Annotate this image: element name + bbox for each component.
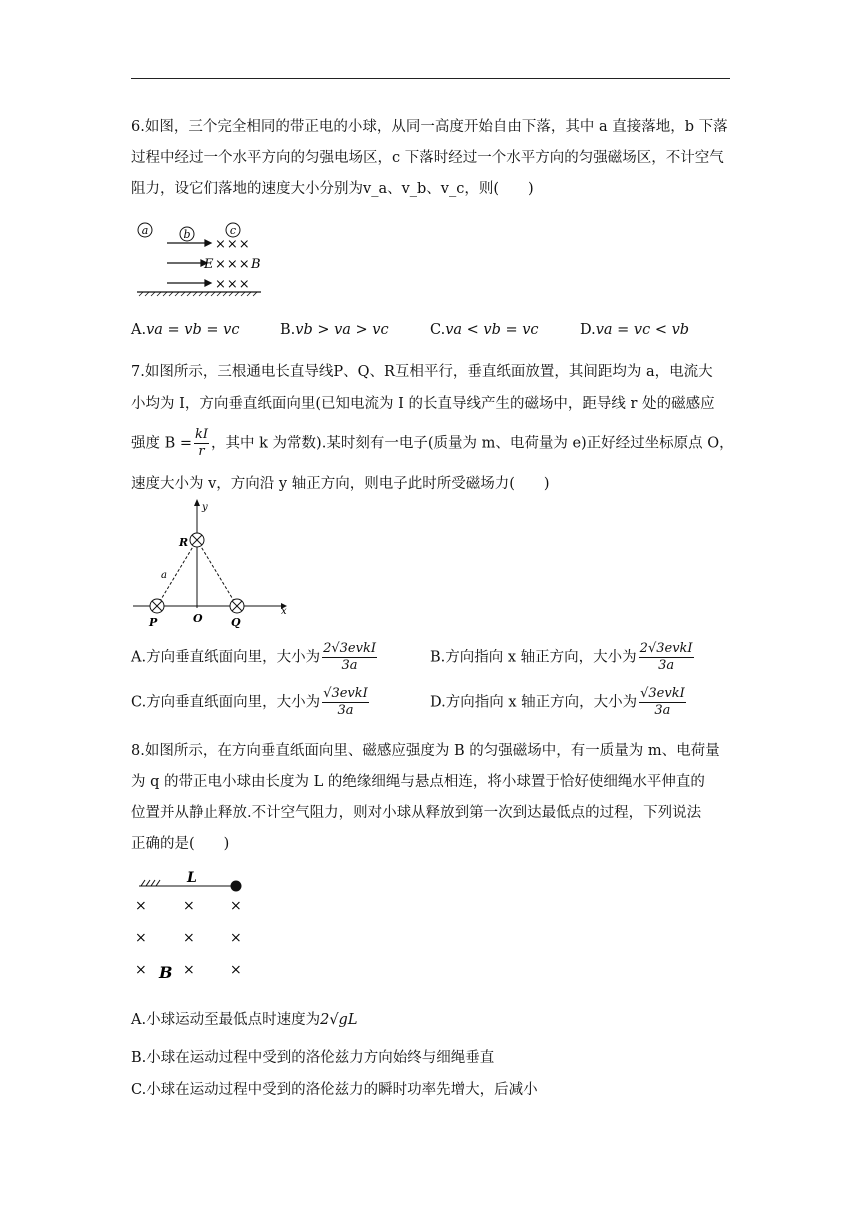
q8-option-b: B.小球在运动过程中受到的洛伦兹力方向始终与细绳垂直	[131, 1050, 495, 1066]
svg-text:×: ×	[135, 962, 147, 978]
q7-figure	[131, 496, 301, 628]
q6-option-c: C.va < vb = vc	[430, 322, 539, 338]
q7-option-b: B.方向指向 x 轴正方向，大小为 2√3evkI 3a	[430, 641, 693, 673]
q7-line1: 7.如图所示，三根通电长直导线P、Q、R互相平行，垂直纸面放置，其间距均为 a，电流大	[131, 364, 713, 380]
q7-line3: 强度 B = $\frac{kI}{r}$ ，其中 k 为常数).某时刻有一电子(质量为 m、电荷量为 e)正好经过坐标原点 O，	[131, 427, 734, 459]
ball-a-label: a	[141, 224, 149, 237]
q6-option-a: A.va = vb = vc	[131, 322, 240, 338]
field-b-label: B	[159, 963, 173, 982]
svg-text:×: ×	[183, 930, 195, 946]
svg-text:×: ×	[135, 930, 147, 946]
y-axis-label: y	[202, 502, 208, 513]
q8-option-c: C.小球在运动过程中受到的洛伦兹力的瞬时功率先增大，后减小	[131, 1082, 538, 1098]
q8-line2: 为 q 的带正电小球由长度为 L 的绝缘细绳与悬点相连，将小球置于恰好使细绳水平伸直的	[131, 774, 705, 790]
q8-line3: 位置并从静止释放.不计空气阻力，则对小球从释放到第一次到达最低点的过程，下列说法	[131, 805, 702, 821]
origin-label: O	[193, 612, 203, 625]
q8-figure	[131, 864, 261, 986]
q7-line2: 小均为 I，方向垂直纸面向里(已知电流为 I 的长直导线产生的磁场中，距导线 r 处的磁感应	[131, 396, 715, 412]
q8-line4: 正确的是( )	[131, 836, 230, 852]
q6-figure	[131, 218, 271, 300]
wire-q-label: Q	[231, 616, 241, 628]
field-b-label: B	[251, 257, 261, 272]
svg-text:×××: ×××	[215, 237, 251, 252]
svg-text:×: ×	[230, 930, 242, 946]
wire-r-label: R	[179, 536, 189, 549]
q6-option-b: B.vb > va > vc	[280, 322, 389, 338]
svg-text:×: ×	[230, 898, 242, 914]
svg-text:×: ×	[183, 962, 195, 978]
ball-b-label: b	[183, 228, 191, 241]
question-6	[131, 112, 731, 219]
q7-line4: 速度大小为 v，方向沿 y 轴正方向，则电子此时所受磁场力( )	[131, 476, 550, 492]
q7-option-c: C.方向垂直纸面向里，大小为 √3evkI 3a	[131, 686, 368, 718]
x-axis-label: x	[281, 606, 287, 617]
svg-text:×××: ×××	[215, 277, 251, 292]
header-rule	[131, 78, 730, 79]
distance-a-label: a	[161, 570, 167, 581]
q7-option-a: A.方向垂直纸面向里，大小为 2√3evkI 3a	[131, 641, 376, 673]
q8-line1: 8.如图所示，在方向垂直纸面向里、磁感应强度为 B 的匀强磁场中，有一质量为 m、电荷量	[131, 743, 720, 759]
svg-text:×: ×	[230, 962, 242, 978]
ball-c-label: c	[229, 224, 237, 237]
svg-text:×: ×	[135, 898, 147, 914]
field-e-label: E	[204, 257, 214, 272]
svg-text:×××: ×××	[215, 257, 251, 272]
q8-option-a: A.小球运动至最低点时速度为2√gL	[131, 1012, 358, 1028]
q7-option-d: D.方向指向 x 轴正方向，大小为 √3evkI 3a	[430, 686, 685, 718]
q6-stem: 6.如图，三个完全相同的带正电的小球，从同一高度开始自由下落，其中 a 直接落地，b 下落过程中经过一个水平方向的匀强电场区，c 下落时经过一个水平方向的匀强磁场区，不计空气阻力，设它们落地的速度大小分别为v_a、v_b、v_c，则( )	[131, 119, 728, 197]
wire-p-label: P	[149, 616, 158, 628]
length-l-label: L	[187, 870, 197, 886]
q6-option-d: D.va = vc < vb	[580, 322, 690, 338]
svg-text:×: ×	[183, 898, 195, 914]
